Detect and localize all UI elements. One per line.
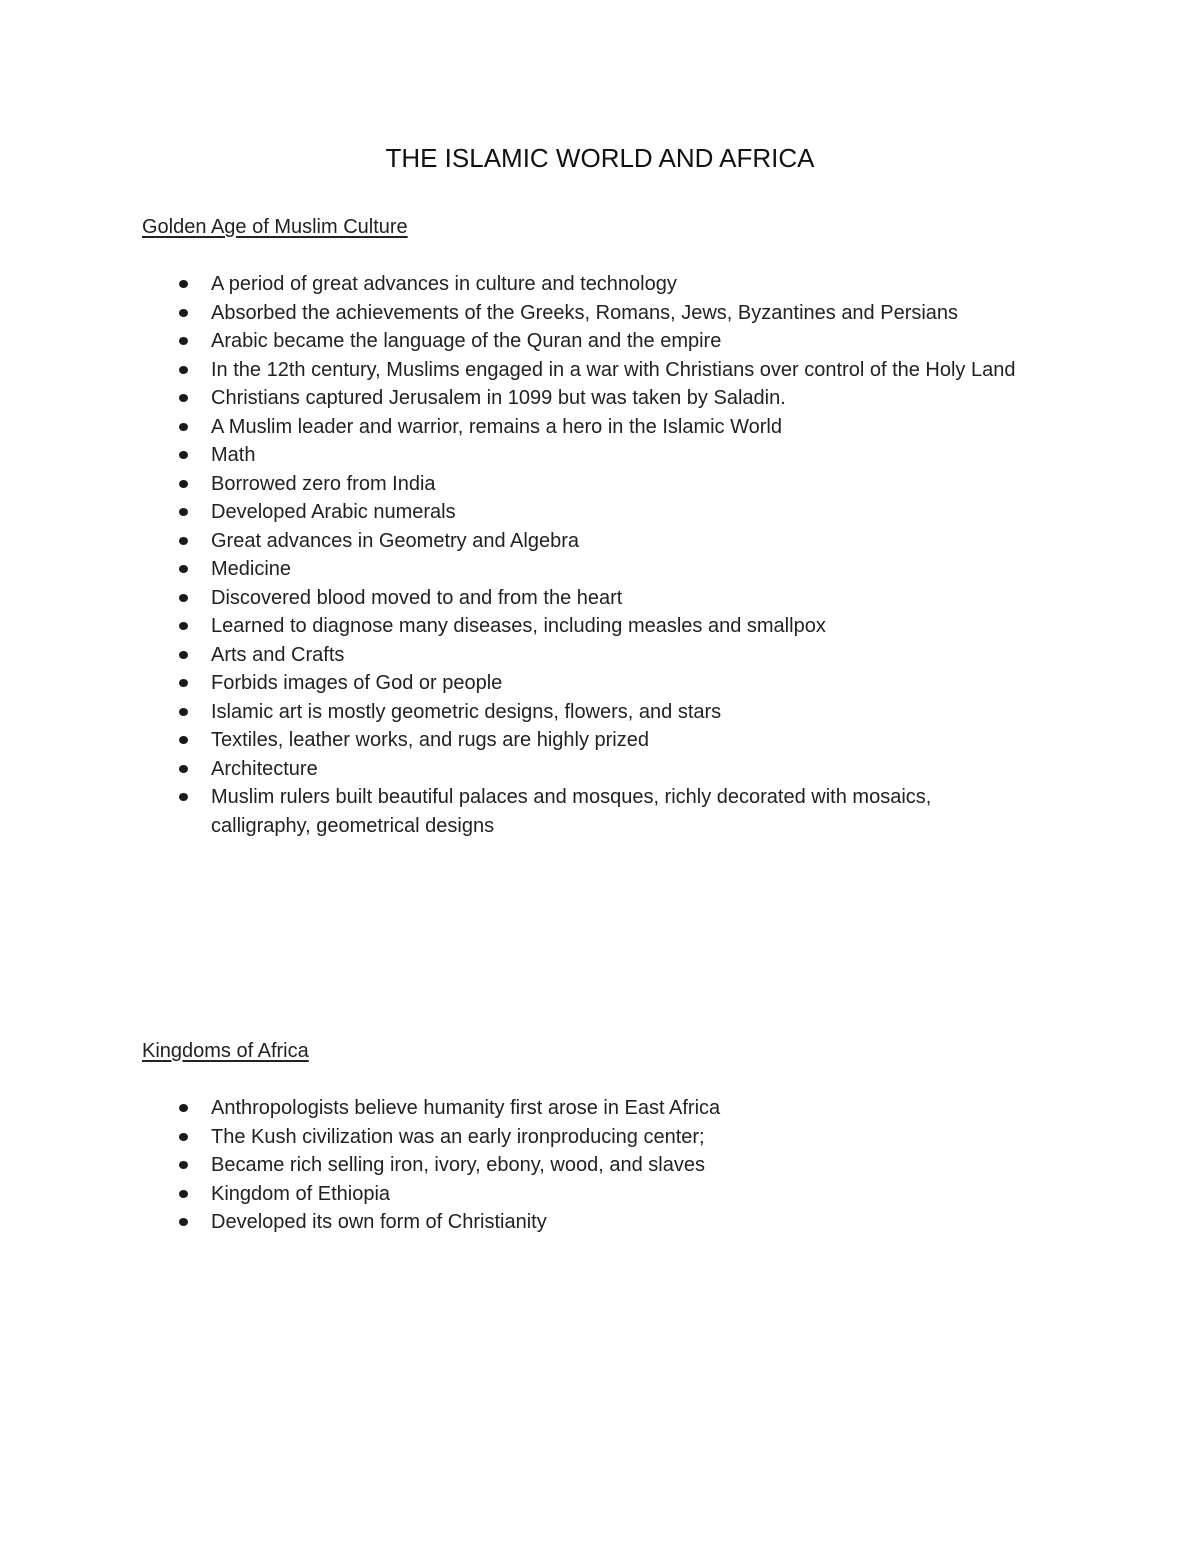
list-item: [142, 669, 1031, 698]
list-item: [142, 327, 1031, 356]
list-item: [142, 498, 1031, 527]
bullet-dot-icon: [179, 537, 188, 545]
list-item: [142, 1094, 1031, 1123]
list-item-text: Muslim rulers built beautiful palaces and mosques, richly decorated with mosaics, calligraphy, geometrical designs: [211, 786, 932, 837]
list-item-text: Kingdom of Ethiopia: [211, 1182, 391, 1205]
list-item-text: Great advances in Geometry and Algebra: [211, 529, 579, 552]
list-item: [142, 1123, 1031, 1152]
list-item: [142, 641, 1031, 670]
list-item-text: Discovered blood moved to and from the heart: [211, 586, 623, 609]
bullet-dot-icon: [179, 594, 188, 602]
list-item-text: Arts and Crafts: [211, 643, 345, 666]
list-item-text: Christians captured Jerusalem in 1099 but was taken by Saladin.: [211, 387, 786, 409]
bullet-dot-icon: [179, 679, 188, 687]
list-item: [142, 555, 1031, 584]
section-heading: Golden Age of Muslim Culture: [142, 216, 408, 238]
list-item-text: A period of great advances in culture and technology: [211, 273, 677, 295]
bullet-dot-icon: [179, 708, 188, 716]
list-item-text: Forbids images of God or people: [211, 672, 503, 694]
bullet-list: [142, 1094, 1042, 1237]
list-item-text: Became rich selling iron, ivory, ebony, wood, and slaves: [211, 1154, 705, 1176]
list-item: [142, 1180, 1031, 1209]
bullet-dot-icon: [179, 480, 188, 488]
list-item-text: Textiles, leather works, and rugs are highly prized: [211, 729, 649, 751]
bullet-dot-icon: [179, 280, 188, 288]
bullet-dot-icon: [179, 793, 188, 801]
list-item: [142, 470, 1031, 499]
bullet-dot-icon: [179, 765, 188, 773]
list-item-text: The Kush civilization was an early ironproducing center;: [211, 1125, 705, 1148]
bullet-dot-icon: [179, 309, 188, 317]
bullet-dot-icon: [179, 394, 188, 402]
bullet-dot-icon: [179, 651, 188, 659]
list-item-text: A Muslim leader and warrior, remains a hero in the Islamic World: [211, 415, 782, 438]
list-item: [142, 783, 1031, 840]
list-item-text: Architecture: [211, 757, 318, 780]
bullet-dot-icon: [179, 1190, 188, 1198]
bullet-list: [142, 270, 1042, 840]
list-item-text: Developed its own form of Christianity: [211, 1211, 547, 1233]
list-item-text: Medicine: [211, 558, 292, 580]
bullet-dot-icon: [179, 1161, 188, 1169]
bullet-dot-icon: [179, 337, 188, 345]
list-item-text: Anthropologists believe humanity first arose in East Africa: [211, 1097, 721, 1119]
list-item: [142, 612, 1031, 641]
list-item: [142, 356, 1031, 385]
bullet-dot-icon: [179, 565, 188, 573]
bullet-dot-icon: [179, 508, 188, 516]
bullet-dot-icon: [179, 423, 188, 431]
list-item: [142, 584, 1031, 613]
bullet-dot-icon: [179, 1104, 188, 1112]
section-heading: Kingdoms of Africa: [142, 1040, 309, 1062]
list-item: [142, 1208, 1031, 1237]
bullet-dot-icon: [179, 1218, 188, 1226]
bullet-dot-icon: [179, 736, 188, 744]
list-item-text: Islamic art is mostly geometric designs, flowers, and stars: [211, 700, 722, 723]
list-item: [142, 527, 1031, 556]
section-kingdoms-of-africa: [142, 1038, 1042, 1237]
list-item-text: Developed Arabic numerals: [211, 501, 456, 523]
list-item: [142, 441, 1031, 470]
list-item-text: Math: [211, 444, 256, 466]
list-item: [142, 1151, 1031, 1180]
list-item-text: Arabic became the language of the Quran and the empire: [211, 330, 722, 352]
bullet-dot-icon: [179, 366, 188, 374]
list-item-text: In the 12th century, Muslims engaged in a war with Christians over control of the Holy Land: [211, 358, 1016, 381]
bullet-dot-icon: [179, 622, 188, 630]
list-item: [142, 299, 1031, 328]
list-item: [142, 698, 1031, 727]
list-item-text: Absorbed the achievements of the Greeks, Romans, Jews, Byzantines and Persians: [211, 301, 959, 324]
list-item: [142, 413, 1031, 442]
list-item: [142, 270, 1031, 299]
bullet-dot-icon: [179, 1133, 188, 1141]
list-item-text: Borrowed zero from India: [211, 472, 436, 495]
list-item: [142, 726, 1031, 755]
section-golden-age: [142, 214, 1042, 840]
list-item: [142, 755, 1031, 784]
bullet-dot-icon: [179, 451, 188, 459]
document-title: THE ISLAMIC WORLD AND AFRICA: [385, 143, 815, 173]
list-item-text: Learned to diagnose many diseases, including measles and smallpox: [211, 615, 826, 637]
list-item: [142, 384, 1031, 413]
